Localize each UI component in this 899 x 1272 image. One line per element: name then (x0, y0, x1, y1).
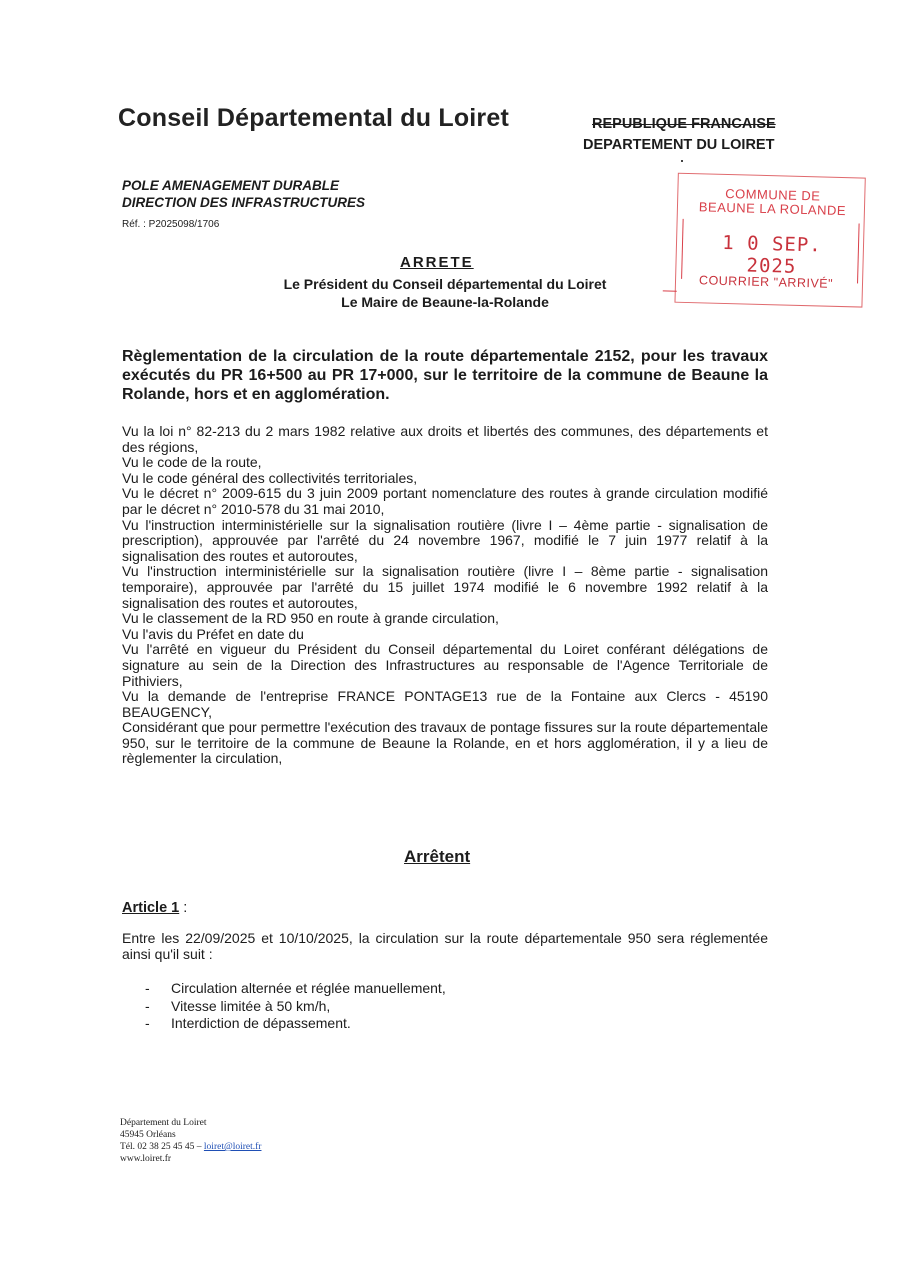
reference-number: Réf. : P2025098/1706 (122, 219, 220, 230)
stamp-courrier: COURRIER "ARRIVÉ" (698, 273, 834, 291)
article-1-colon: : (179, 900, 188, 916)
footer-website[interactable]: www.loiret.fr (120, 1154, 172, 1164)
footer-phone: Tél. 02 38 25 45 45 – (120, 1142, 202, 1152)
article-1-text: Entre les 22/09/2025 et 10/10/2025, la circulation sur la route départementale 950 sera réglementée ainsi qu'il suit : (122, 930, 768, 962)
president-line: Le Président du Conseil départemental du Loiret (283, 276, 607, 292)
departement-label: DEPARTEMENT DU LOIRET (583, 137, 775, 153)
visa-item: Vu la demande de l'entreprise FRANCE PONTAGE13 rue de la Fontaine aux Clercs - 45190 BEAUGENCY, (122, 688, 768, 720)
footer-contact (120, 1117, 261, 1165)
measure-item: - Vitesse limitée à 50 km/h, (145, 998, 446, 1016)
reception-stamp (660, 172, 869, 317)
visa-item: Vu l'instruction interministérielle sur la signalisation routière (livre I – 8ème partie - signalisation temporaire), approuvée par l'arrêté du 15 juillet 1974 modifié le 6 novembre 1992 relatif à la signalisation des routes et autoroutes, (122, 563, 768, 611)
article-1-heading (122, 900, 187, 916)
visa-item: Vu le décret n° 2009-615 du 3 juin 2009 portant nomenclature des routes à grande circulation modifié par le décret n° 2010-578 du 31 mai 2010, (122, 485, 768, 517)
footer-org: Département du Loiret (120, 1118, 207, 1128)
arrete-title: ARRETE (400, 254, 474, 271)
footer-email-link[interactable]: loiret@loiret.fr (203, 1142, 262, 1152)
arretent-heading: Arrêtent (404, 847, 471, 866)
footer-phone-line (120, 1141, 261, 1153)
republique-label: REPUBLIQUE FRANCAISE (592, 116, 776, 132)
stamp-commune-line2: BEAUNE LA ROLANDE (698, 199, 847, 219)
direction-label: DIRECTION DES INFRASTRUCTURES (122, 195, 366, 210)
visa-item: Vu le classement de la RD 950 en route à grande circulation, (122, 610, 499, 627)
visas-list (122, 424, 768, 767)
visa-item: Vu l'arrêté en vigueur du Président du Conseil départemental du Loiret conférant délégations de signature au sein de la Direction des Infrastructures au responsable de l'Agence Territoriale de Pithiviers, (122, 641, 768, 689)
maire-line: Le Maire de Beaune-la-Rolande (341, 294, 549, 310)
visa-item: Considérant que pour permettre l'exécution des travaux de pontage fissures sur la route départementale 950, sur le territoire de la commune de Beaune la Rolande, en et hors agglomération, il y a lieu de règlementer la circulation, (122, 719, 768, 767)
stamp-commune (685, 186, 861, 219)
visa-item: Vu le code général des collectivités territoriales, (122, 469, 418, 486)
article-1-label: Article 1 (122, 900, 180, 916)
pole-label: POLE AMENAGEMENT DURABLE (122, 178, 340, 193)
service-block (122, 177, 365, 211)
measures-list (145, 980, 446, 1033)
footer-address: 45945 Orléans (120, 1130, 176, 1140)
visa-item: Vu l'avis du Préfet en date du (122, 625, 304, 642)
measure-item: - Interdiction de dépassement. (145, 1015, 446, 1033)
council-title: Conseil Départemental du Loiret (118, 104, 509, 132)
visa-item: Vu la loi n° 82-213 du 2 mars 1982 relative aux droits et libertés des communes, des départements et des régions, (122, 423, 768, 455)
visa-item: Vu l'instruction interministérielle sur la signalisation routière (livre I – 4ème partie - signalisation de prescription), approuvée par l'arrêté du 24 novembre 1967, modifié le 7 juin 1977 relatif à la signalisation des routes et autoroutes, (122, 516, 768, 564)
divider-dot (681, 160, 683, 162)
subject-heading: Règlementation de la circulation de la route départementale 2152, pour les travaux exécutés du PR 16+500 au PR 17+000, sur le territoire de la commune de Beaune la Rolande, hors et en agglomération. (122, 348, 768, 403)
signatories (220, 275, 670, 311)
measure-item: - Circulation alternée et réglée manuellement, (145, 980, 446, 998)
stamp-commune-line1: COMMUNE DE (724, 185, 821, 204)
visa-item: Vu le code de la route, (122, 454, 262, 471)
stamp-date: 1 0 SEP. 2025 (721, 231, 823, 278)
